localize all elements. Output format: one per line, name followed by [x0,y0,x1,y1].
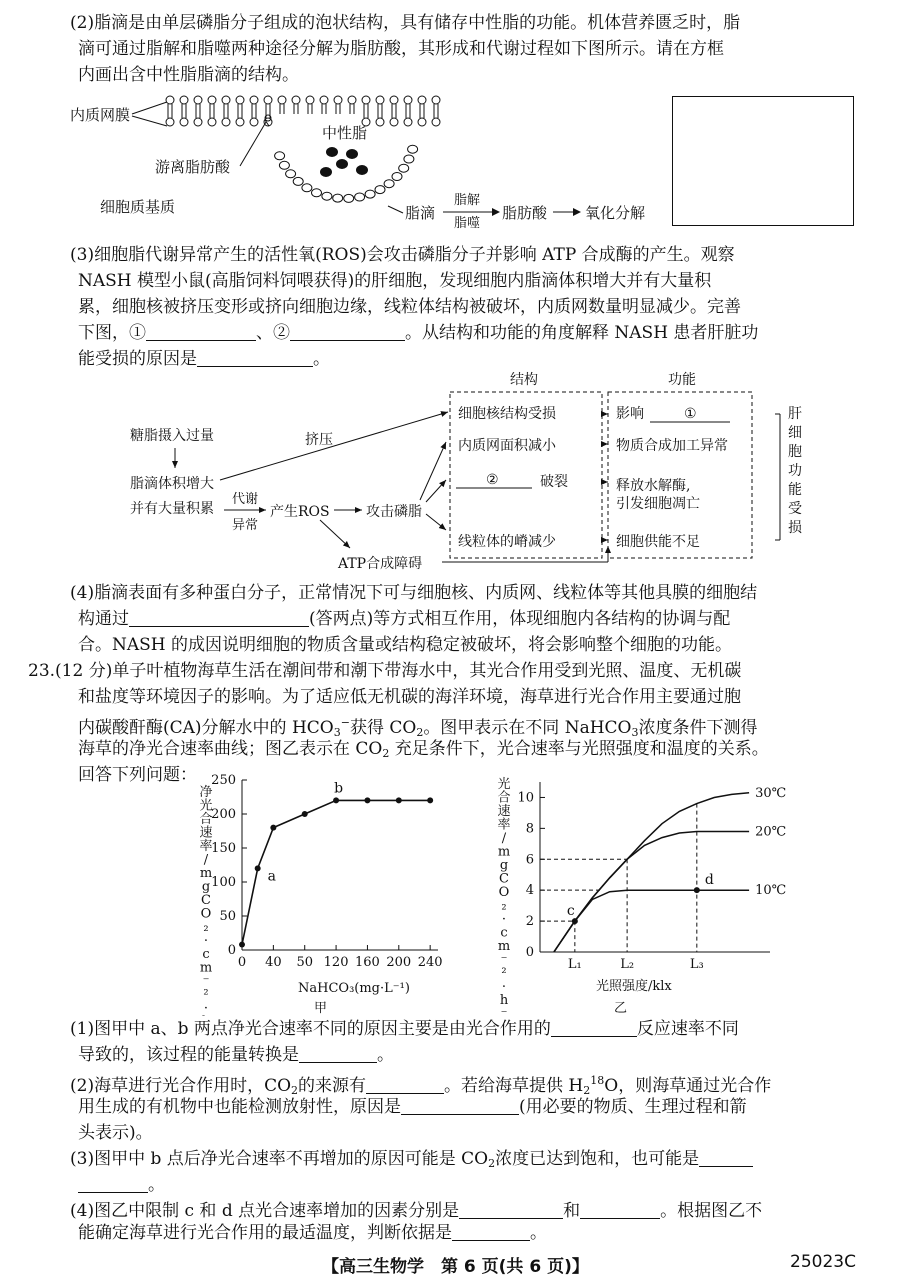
chart-b-ylabel-char: c [500,925,508,941]
func-blank-1: ① [684,406,697,422]
q23-3-line2: 。 [78,1172,865,1198]
chart-a-xtick: 0 [237,955,247,970]
q22-3-line4: 下图，① 、② 。从结构和功能的角度解释 NASH 患者肝脏功 [78,323,759,343]
chart-a-ytick: 150 [211,841,236,856]
liver-impair-vertical [788,406,802,536]
chart-b-ylabel-char: m [497,844,511,860]
chart-b-ylabel-char: m [497,939,511,954]
chart-b-ylabel-char: · [501,979,507,995]
chart-b-series-label: 10℃ [755,883,787,899]
squeeze-label: 挤压 [305,432,333,448]
func-energy: 细胞供能不足 [616,534,700,550]
q22-3-line2: NASH 模型小鼠(高脂饲料饲喂获得)的肝细胞，发现细胞内脂滴体积增大并有大量积 [78,271,712,291]
chart-b-ylabel-char: ₂ [501,898,507,914]
blank-2[interactable] [290,322,405,341]
q23-line1: 23.(12 分)单子叶植物海草生活在潮间带和潮下带海水中，其光合作用受到光照、温度、无机碳 [28,661,742,681]
q23-2-line1: (2)海草进行光合作用时，$CO_2$的来源有 。若给海草提供 $H_2^{18}O$，则海草通过光合作 [70,1074,772,1097]
drawing-answer-box[interactable] [672,96,854,226]
chart-b-ylabel-char: 速 [497,804,511,819]
nash-diagram [120,368,840,578]
ld-line1: 脂滴体积增大 [130,476,214,492]
chart-a-ylabel-char: O [200,906,212,922]
atp-label: ATP合成障碍 [338,556,423,572]
chart-a-ylabel-char: m [199,960,213,976]
chart-b-series-line [554,832,749,953]
chart-b-ylabel-char: O [498,885,510,900]
chart-a-ylabel-char: c [202,947,210,962]
chart-a-xtick: 200 [386,955,412,970]
func-release: 释放水解酶, [616,478,691,494]
chart-b-xmarker: L₃ [689,957,704,972]
abn-label: 异常 [232,518,259,533]
ros-label: 产生ROS [270,504,330,520]
q22-3-line3: 累，细胞核被挤压变形或挤向细胞边缘，线粒体结构被破坏，内质网数量明显减少。完善 [78,297,741,317]
chart-a-point [255,865,261,871]
struct-er: 内质网面积减小 [458,438,556,454]
chart-b-ylabel-char: ² [501,966,507,981]
chart-a-annotation: b [334,780,344,797]
chart-b-ytick: 10 [517,790,534,806]
struct-mito: 线粒体的嵴减少 [458,534,556,550]
q23-line3: 内碳酸酐酶(CA)分解水中的 $HCO_3^-$获得 $CO_2$。图甲表示在不同 NaHCO$_3$浓度条件下测得 [78,716,758,739]
chart-b-xlabel: 光照强度/klx [596,979,672,994]
side-char: 胞 [788,444,802,460]
chart-a-xtick: 160 [355,955,380,970]
droplet-label: 脂滴 [405,204,436,222]
chart-a-ytick: 100 [211,875,236,890]
chart-a-ylabel-char: g [201,879,211,895]
chart-a-point [302,811,308,817]
chart-a-ytick: 200 [211,807,236,822]
chart-b-ytick: 8 [525,821,534,837]
chart-a-ylabel-char: · [203,933,209,949]
struct-rupture: 破裂 [540,474,568,490]
chart-a-ylabel-char: ⁻ [202,974,210,989]
q23-line4: 海草的净光合速率曲线；图乙表示在 $CO_2$ 充足条件下，光合速率与光照强度和温度的关系。 [78,739,769,760]
chart-b-annotation: d [704,872,714,889]
side-char: 能 [788,482,802,498]
chart-b-ylabel-char: / [501,831,507,846]
chart-a-point [333,797,339,803]
intake-label: 糖脂摄入过量 [130,428,214,444]
chart-a-name: 甲 [314,1001,328,1016]
side-char: 受 [788,501,802,517]
blank-q3-a[interactable] [699,1148,753,1167]
side-char: 细 [788,425,802,441]
blank-q4-3[interactable] [452,1222,530,1241]
chart-a-ylabel-char: / [203,852,209,868]
struct-blank-2: ② [486,472,499,488]
er-membrane [166,96,440,126]
q23-line2: 和盐度等环境因子的影响。为了适应低无机碳的海洋环境，海草进行光合作用主要通过胞 [78,687,741,707]
chart-b-xmarker: L₂ [620,957,635,972]
chart-b-ylabel [497,776,510,1016]
chart-a-xtick: 240 [417,955,443,970]
chart-b-ylabel-char: g [499,858,509,873]
chart-b-series-label: 30℃ [755,785,787,801]
chart-b-ylabel-char: h [499,993,509,1008]
q23-4-line2: 能确定海草进行光合作用的最适温度，判断依据是 。 [78,1223,547,1243]
side-char: 损 [788,520,802,536]
q23-line5: 回答下列问题： [78,765,197,785]
lipophagy-label: 脂噬 [454,216,481,231]
blank-q4-2[interactable] [580,1200,660,1219]
q22-2-line1: (2)脂滴是由单层磷脂分子组成的泡状结构，具有储存中性脂的功能。机体营养匮乏时，脂 [70,13,741,33]
chart-b-ylabel-char: C [499,871,509,887]
q23-2-line3: 头表示)。 [78,1123,153,1143]
chart-b-series-line [554,793,749,952]
chart-b-ylabel-char: 合 [497,790,511,806]
q22-4-line1: (4)脂滴表面有多种蛋白分子，正常情况下可与细胞核、内质网、线粒体等其他具膜的细胞结 [70,583,758,603]
blank-1[interactable] [146,322,256,341]
chart-a-ylabel-char: ² [203,987,209,1003]
chart-a-point [270,825,276,831]
chart-a-ylabel-char: 率 [199,839,213,854]
q22-2-line2: 滴可通过脂解和脂噬两种途径分解为脂肪酸，其形成和代谢过程如下图所示。请在方框 [78,39,724,59]
chart-b-ytick: 2 [525,914,534,930]
blank-q1-2[interactable] [299,1044,377,1063]
chart-b-ytick: 6 [525,852,534,868]
chart-a-xlabel: NaHCO₃(mg·L⁻¹) [298,981,410,996]
cytoplasm-label: 细胞质基质 [100,198,176,216]
chart-a-ylabel-char: C [201,893,211,908]
blank-q2-1[interactable] [366,1075,444,1094]
q22-4-line2: 构通过 (答两点)等方式相互作用，体现细胞内各结构的协调与配 [78,609,731,629]
paper-code: 25023C [790,1252,856,1272]
q22-4-line3: 合。NASH 的成因说明细胞的物质含量或结构稳定被破坏，将会影响整个细胞的功能。 [78,635,733,655]
q23-2-line2: 用生成的有机物中也能检测放射性，原因是 (用必要的物质、生理过程和箭 [78,1097,747,1117]
chart-a-point [396,797,402,803]
chart-b-xmarker: L₁ [567,957,582,972]
chart-a-ylabel-char: 光 [199,798,213,814]
chart-a-ylabel-char: 速 [199,825,213,841]
fatty-acid-label: 脂肪酸 [502,204,548,222]
chart-b-ytick: 4 [525,883,534,899]
q23-1-line2: 导致的，该过程的能量转换是 。 [78,1045,394,1065]
lipid-droplet-figure [70,92,670,232]
chart-b-ylabel-char: · [501,912,507,927]
attack-label: 攻击磷脂 [366,504,422,520]
neutral-lipid-dots [320,147,368,177]
chart-b-annotation: c [566,903,575,920]
chart-a-ylabel-char: m [199,866,213,881]
q22-2-line3: 内画出含中性脂脂滴的结构。 [78,65,299,85]
blank-reason[interactable] [197,348,313,367]
chart-a-xtick: 50 [296,955,313,970]
chart-a-ytick: 0 [227,943,236,958]
chart-net-photosynthesis [190,766,450,1016]
chart-b-ylabel-char: 光 [497,777,511,792]
page-footer-title: 【高三生物学 第 6 页(共 6 页)】 [322,1257,589,1277]
chart-b-name: 乙 [614,1001,628,1016]
chart-b-ytick: 0 [525,945,534,960]
q23-4-line1: (4)图乙中限制 c 和 d 点光合速率增加的因素分别是 和 。根据图乙不 [70,1201,763,1221]
chart-b-series-label: 20℃ [755,824,787,840]
chart-b-ylabel-char: ⁻ [500,952,508,968]
chart-b-point [694,887,700,893]
struct-nucleus: 细胞核结构受损 [458,406,556,422]
blank-q1-1[interactable] [551,1018,637,1037]
chart-a-ytick: 250 [211,773,236,788]
side-char: 肝 [788,406,802,422]
func-apoptosis: 引发细胞凋亡 [616,496,700,512]
q22-3-line5: 能受损的原因是 。 [78,349,330,369]
chart-b-ylabel-char: ⁻ [500,1006,508,1016]
chart-a-xtick: 120 [323,955,349,970]
blank-q2-2[interactable] [401,1096,519,1115]
chart-a-ylabel-char: 合 [199,812,213,827]
blank-q4-1[interactable] [459,1200,563,1219]
chart-b-series-line [554,890,749,952]
chart-a-ytick: 50 [219,909,236,924]
blank-interaction[interactable] [129,608,309,627]
chart-a-ylabel-char: ₂ [203,920,209,935]
chart-a-annotation: a [267,868,277,885]
chart-a-xtick: 40 [265,955,282,970]
func-synthesis: 物质合成加工异常 [616,438,728,454]
chart-a-ylabel-char: · [203,1001,209,1016]
er-label: 内质网膜 [70,106,131,124]
structure-header: 结构 [510,372,538,388]
neutral-lipid-label: 中性脂 [322,124,368,142]
function-header: 功能 [668,372,696,388]
ffa-label: 游离脂肪酸 [155,158,231,176]
oxidation-label: 氧化分解 [585,204,646,222]
chart-light-temperature [490,766,820,1016]
chart-a-ylabel-char: 净 [199,785,213,800]
q23-1-line1: (1)图甲中 a、b 两点净光合速率不同的原因主要是由光合作用的 反应速率不同 [70,1019,739,1039]
blank-q3-b[interactable] [78,1174,148,1193]
chart-b-ylabel-char: 率 [497,817,511,833]
chart-a-point [427,797,433,803]
func-affect: 影响 [616,406,644,422]
lipolysis-label: 脂解 [454,193,481,208]
q22-3-line1: (3)细胞脂代谢异常产生的活性氧(ROS)会攻击磷脂分子并影响 ATP 合成酶的产生。观察 [70,245,735,265]
chart-a-point [364,797,370,803]
q23-3-line1: (3)图甲中 b 点后净光合速率不再增加的原因可能是 $CO_2$浓度已达到饱和，也可能是 [70,1146,865,1177]
side-char: 功 [788,463,802,479]
metab-label: 代谢 [232,492,259,507]
ld-line2: 并有大量积累 [130,501,214,517]
